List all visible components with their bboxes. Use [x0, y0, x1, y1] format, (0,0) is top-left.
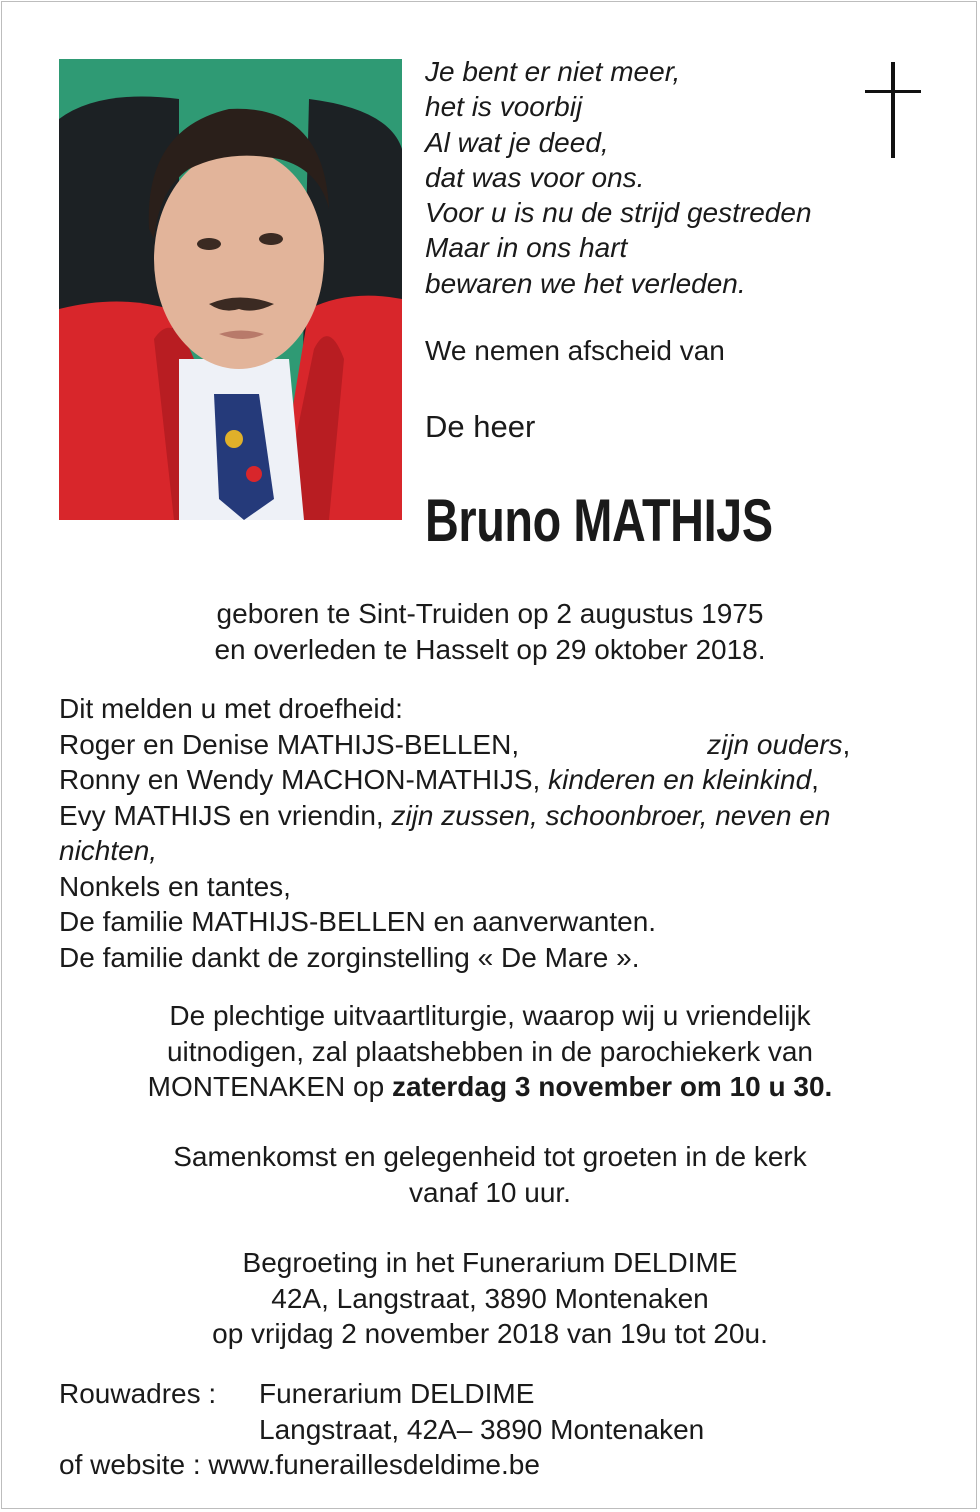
address-row [59, 1412, 921, 1448]
cross-icon [865, 62, 921, 158]
announcement-row [59, 798, 921, 869]
relative-name: Evy MATHIJS en vriendin, [59, 799, 392, 831]
life-dates [59, 596, 921, 667]
portrait-illustration [59, 59, 402, 520]
intro-text: We nemen afscheid van [425, 335, 725, 366]
gathering-info [59, 1139, 921, 1210]
announcement-row: Ronny en Wendy MACHON-MATHIJS, kinderen en kleinkind, [59, 764, 819, 795]
poem-line: het is voorbij [425, 91, 583, 123]
poem-line: Je bent er niet meer, [425, 56, 681, 87]
funeral-line: uitnodigen, zal plaatshebben in de parochiekerk van [166, 1035, 813, 1067]
address-label: Rouwadres : [59, 1378, 217, 1409]
poem-line: bewaren we het verleden. [425, 267, 746, 299]
relation: zijn ouders [707, 728, 843, 760]
address-line: Langstraat, 42A– 3890 Montenaken [259, 1413, 705, 1445]
announcement-row: De familie dankt de zorginstelling « De Mare ». [59, 941, 640, 973]
poem [425, 54, 812, 301]
mourning-address [59, 1376, 921, 1483]
greeting-info [59, 1245, 921, 1352]
announcement-row: De familie MATHIJS-BELLEN en aanverwanten. [59, 906, 657, 937]
poem-line: Al wat je deed, [425, 126, 609, 158]
greeting-line: Begroeting in het Funerarium DELDIME [242, 1247, 738, 1278]
funeral-location: MONTENAKEN op [147, 1071, 392, 1102]
relative-name: Roger en Denise MATHIJS-BELLEN, [59, 728, 520, 760]
announcement [59, 691, 921, 975]
gathering-line: vanaf 10 uur. [409, 1176, 571, 1208]
funeral-line: De plechtige uitvaartliturgie, waarop wij u vriendelijk [169, 1000, 811, 1031]
funeral-datetime: zaterdag 3 november om 10 u 30. [391, 1071, 833, 1102]
gathering-line: Samenkomst en gelegenheid tot groeten in de kerk [173, 1141, 807, 1172]
funeral-info [59, 998, 921, 1105]
birth-line: geboren te Sint-Truiden op 2 augustus 1975 [216, 598, 764, 629]
relation: kinderen en kleinkind [548, 764, 812, 795]
poem-line: dat was voor ons. [425, 161, 645, 193]
announcement-row: Nonkels en tantes, [59, 870, 291, 902]
portrait-photo [59, 59, 402, 520]
address-line: Funerarium DELDIME [259, 1378, 535, 1409]
announcement-row: Roger en Denise MATHIJS-BELLEN, zijn ouders, [59, 728, 851, 760]
funeral-line [59, 1069, 921, 1105]
website-line: of website : www.funeraillesdeldime.be [59, 1449, 540, 1480]
deceased-name: Bruno MATHIJS [425, 487, 773, 554]
death-line: en overleden te Hasselt op 29 oktober 2018. [214, 633, 766, 665]
greeting-line: op vrijdag 2 november 2018 van 19u tot 20u. [212, 1318, 768, 1349]
announcement-heading: Dit melden u met droefheid: [59, 693, 403, 724]
poem-line: Maar in ons hart [425, 232, 628, 264]
greeting-line: 42A, Langstraat, 3890 Montenaken [271, 1282, 709, 1314]
honorific: De heer [425, 409, 536, 444]
relation: zijn zussen, schoonbroer, neven en nichten, [59, 799, 831, 866]
poem-line: Voor u is nu de strijd gestreden [425, 197, 812, 229]
relative-name: Ronny en Wendy MACHON-MATHIJS, [59, 764, 549, 795]
address-row [59, 1376, 921, 1412]
